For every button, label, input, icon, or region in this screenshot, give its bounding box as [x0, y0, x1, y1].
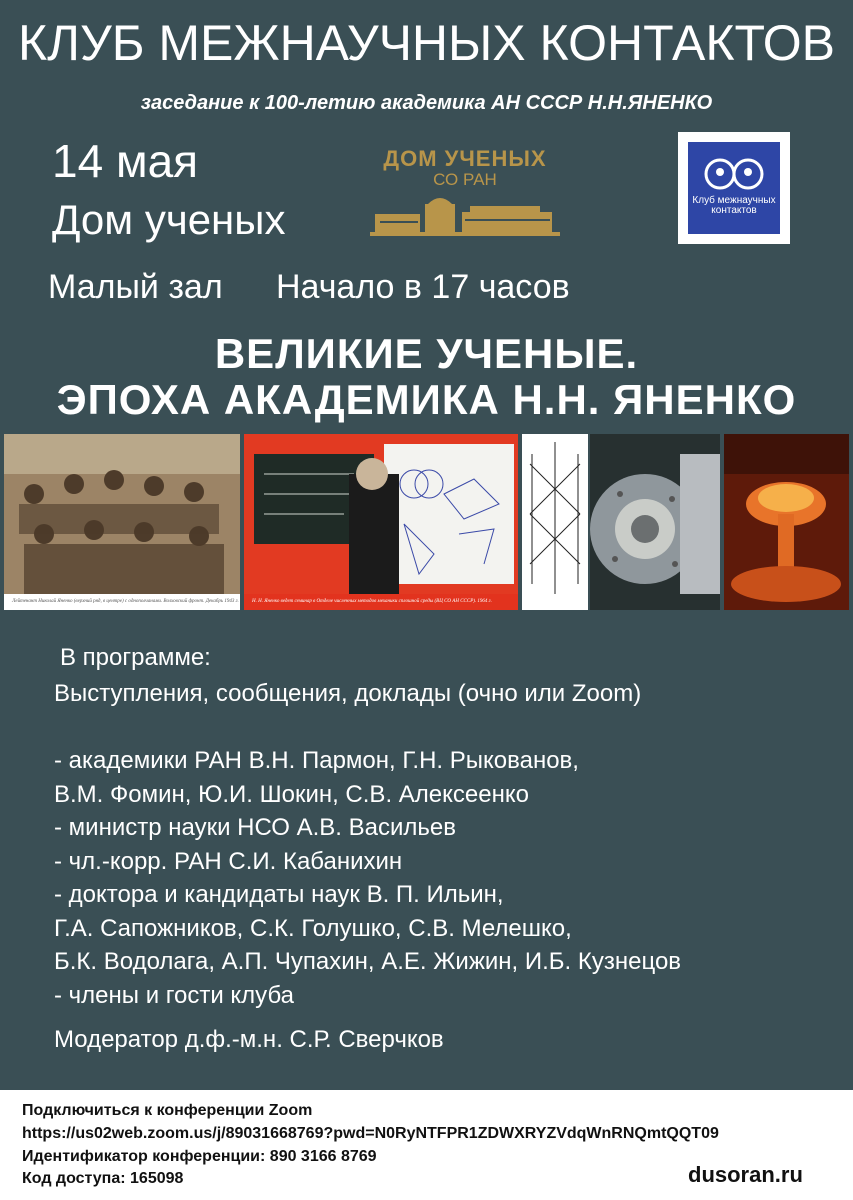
photo-seminar: [244, 434, 518, 610]
photo-diagram: [522, 434, 588, 610]
club-title: КЛУБ МЕЖНАУЧНЫХ КОНТАКТОВ: [18, 15, 835, 71]
participants-line: - академики РАН В.Н. Пармон, Г.Н. Рыкованов,: [54, 747, 579, 774]
dom-uchenykh-logo: [365, 140, 565, 240]
headline-line2: ЭПОХА АКАДЕМИКА Н.Н. ЯНЕНКО: [56, 376, 797, 423]
zoom-heading: Подключиться к конференции Zoom: [22, 1102, 313, 1119]
event-start-time: Начало в 17 часов: [276, 268, 570, 306]
event-hall: Малый зал: [48, 268, 223, 306]
dom-logo-line1: ДОМ УЧЕНЫХ: [383, 146, 547, 171]
photo-caption: Н. Н. Яненко ведет семинар в Отделе численных методов механики сплошной среды (ВЦ СО АН СССР). 1964 г.: [244, 594, 518, 610]
headline-line1: ВЕЛИКИЕ УЧЕНЫЕ.: [214, 330, 639, 377]
two-heads-icon: [698, 154, 770, 194]
site-link[interactable]: dusoran.ru: [688, 1162, 803, 1187]
soldiers-image: [4, 434, 240, 594]
participants-line: - чл.-корр. РАН С.И. Кабанихин: [54, 847, 403, 875]
conference-id: Идентификатор конференции: 890 3166 8769: [22, 1148, 377, 1165]
building-icon: [370, 194, 560, 238]
participants-line: Г.А. Сапожников, С.К. Голушко, С.В. Мелешко,: [54, 914, 572, 942]
moderator: Модератор д.ф.-м.н. С.Р. Сверчков: [54, 1026, 444, 1053]
participants-line: Б.К. Водолага, А.П. Чупахин, А.Е. Жижин, И.Б. Кузнецов: [54, 948, 682, 975]
photo-bomb-device: [590, 434, 720, 610]
seminar-image: [244, 434, 518, 594]
event-date: 14 мая: [52, 135, 199, 187]
photo-strip: [4, 434, 849, 610]
diagram-image: [522, 434, 588, 610]
photo-caption: Лейтенант Николай Яненко (верхний ряд, в центре) с однополчанами. Волховский фронт. Декабрь 1943 г.: [4, 594, 240, 610]
participants-line: В.М. Фомин, Ю.И. Шокин, С.В. Алексеенко: [54, 780, 529, 808]
dom-logo-line2: СО РАН: [433, 170, 497, 189]
photo-soldiers: [4, 434, 240, 610]
club-logo-text: Клуб межнаучных контактов: [692, 195, 776, 216]
event-venue: Дом ученых: [52, 196, 286, 243]
access-code: Код доступа: 165098: [22, 1170, 184, 1187]
mushroom-cloud-image: [724, 434, 849, 610]
participants-line: - члены и гости клуба: [54, 981, 294, 1009]
event-subtitle: заседание к 100-летию академика АН СССР Н.Н.ЯНЕНКО: [140, 92, 713, 114]
participants-list: [54, 744, 681, 1012]
bomb-device-image: [590, 434, 720, 610]
program-heading: В программе:: [60, 644, 211, 671]
photo-mushroom-cloud: [724, 434, 849, 610]
participants-line: - министр науки НСО А.В. Васильев: [54, 814, 456, 841]
club-logo: [678, 132, 790, 244]
zoom-link[interactable]: https://us02web.zoom.us/j/89031668769?pwd=N0RyNTFPR1ZDWXRYZVdqWnRNQmtQQT09: [22, 1125, 719, 1142]
participants-line: - доктора и кандидаты наук В. П. Ильин,: [54, 881, 504, 908]
program-formats: Выступления, сообщения, доклады (очно или Zoom): [54, 680, 642, 707]
